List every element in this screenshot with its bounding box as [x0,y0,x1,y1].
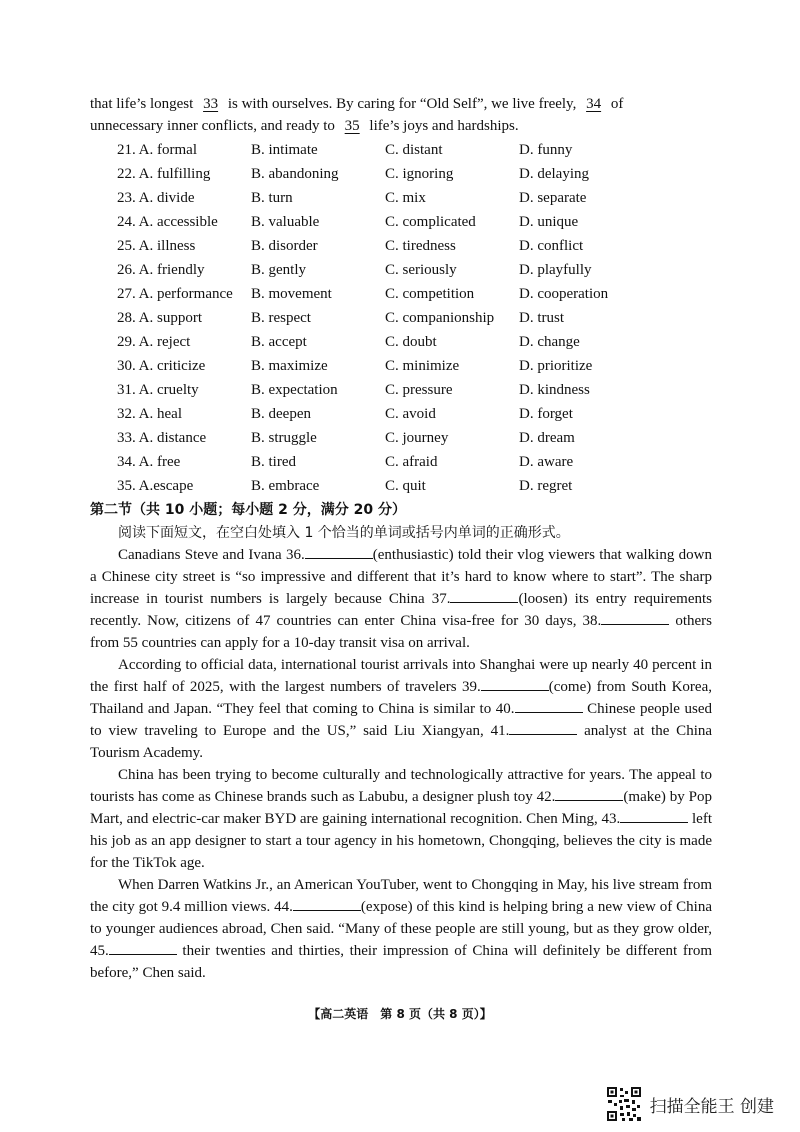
option-b: B. struggle [251,430,317,446]
intro-text: unnecessary inner conflicts, and ready to [90,118,335,134]
blank-38[interactable] [601,610,669,625]
blank-43[interactable] [620,808,688,823]
option-row [117,142,717,166]
intro-text: that life’s longest [90,96,194,112]
option-d: D. separate [519,190,587,206]
option-row [117,166,717,190]
option-c: C. tiredness [385,238,456,254]
option-a: 23. A. divide [117,190,195,206]
option-d: D. regret [519,478,573,494]
option-c: C. seriously [385,262,457,278]
option-a: 28. A. support [117,310,203,326]
option-a: 22. A. fulfilling [117,166,211,182]
option-d: D. cooperation [519,286,609,302]
option-b: B. expectation [251,382,338,398]
option-b: B. intimate [251,142,318,158]
option-a: 31. A. cruelty [117,382,199,398]
option-b: B. disorder [251,238,318,254]
blank-36[interactable] [305,544,373,559]
option-d: D. delaying [519,166,589,182]
option-c: C. quit [385,478,426,494]
option-c: C. minimize [385,358,460,374]
option-d: D. trust [519,310,564,326]
blank-37[interactable] [450,588,518,603]
blank-40[interactable] [515,698,583,713]
option-c: C. doubt [385,334,437,350]
section-heading: 第二节（共 10 小题；每小题 2 分，满分 20 分） [90,502,406,518]
option-a: 30. A. criticize [117,358,206,374]
option-row [117,430,717,454]
option-b: B. maximize [251,358,328,374]
option-b: B. gently [251,262,306,278]
intro-text: is with ourselves. By caring for “Old Self”, we live freely, [227,96,577,112]
passage-paragraph-2: According to official data, international tourist arrivals into Shanghai were up nearly 40 percent in the first half of 2025, with the largest numbers of travelers 39. (come) from South Korea, Thailand and Japan. “They feel that coming to China is similar to 40. Chinese people used to view traveling to Europe and the US,” said Liu Xiangyan, 41. analyst at the China Tourism Academy. [90,657,713,761]
option-b: B. respect [251,310,311,326]
option-d: D. unique [519,214,579,230]
option-c: C. companionship [385,310,495,326]
option-d: D. kindness [519,382,590,398]
option-d: D. conflict [519,238,584,254]
option-b: B. movement [251,286,332,302]
option-row [117,190,717,214]
passage-paragraph-4: When Darren Watkins Jr., an American YouTuber, went to Chongqing in May, his live stream from the city got 9.4 million views. 44. (expose) of this kind is helping bring a new view of China to younger audiences abroad, Chen said. “Many of these people are still young, but as they grow older, 45. their twenties and thirties, their impression of China will definitely be different from before,” Chen said. [90,877,713,981]
option-d: D. change [519,334,580,350]
blank-41[interactable] [509,720,577,735]
option-row [117,406,717,430]
option-c: C. distant [385,142,443,158]
section-instruction: 阅读下面短文，在空白处填入 1 个恰当的单词或括号内单词的正确形式。 [118,525,570,541]
option-a: 27. A. performance [117,286,233,302]
option-c: C. afraid [385,454,438,470]
scanner-watermark [606,1086,774,1122]
grammar-fill-passage [90,544,712,984]
option-row [117,358,717,382]
option-row [117,334,717,358]
option-d: D. dream [519,430,575,446]
page-footer: 【高二英语 第 8 页（共 8 页）】 [308,1007,492,1021]
intro-line-2 [90,118,519,134]
option-b: B. abandoning [251,166,339,182]
blank-44[interactable] [293,896,361,911]
option-a: 33. A. distance [117,430,207,446]
option-row [117,382,717,406]
option-b: B. valuable [251,214,320,230]
option-d: D. forget [519,406,573,422]
blank-35: 35 [344,118,360,134]
option-b: B. deepen [251,406,311,422]
watermark-text: 扫描全能王 创建 [649,1096,774,1117]
option-a: 35. A.escape [117,478,194,494]
option-row [117,286,717,310]
blank-33: 33 [203,96,219,112]
option-row [117,238,717,262]
option-c: C. avoid [385,406,436,422]
option-a: 25. A. illness [117,238,196,254]
option-a: 32. A. heal [117,406,182,422]
intro-text: of [610,96,624,112]
option-c: C. competition [385,286,475,302]
option-b: B. turn [251,190,293,206]
blank-39[interactable] [481,676,549,691]
option-a: 21. A. formal [117,142,197,158]
option-a: 24. A. accessible [117,214,218,230]
intro-line-1 [90,96,623,112]
option-c: C. mix [385,190,426,206]
option-row [117,310,717,334]
option-row [117,214,717,238]
option-b: B. embrace [251,478,320,494]
option-c: C. journey [385,430,449,446]
option-d: D. prioritize [519,358,593,374]
option-d: D. funny [519,142,573,158]
blank-42[interactable] [555,786,623,801]
cloze-passage-ending [90,93,712,137]
option-d: D. playfully [519,262,592,278]
option-d: D. aware [519,454,574,470]
option-row [117,454,717,478]
blank-45[interactable] [109,940,177,955]
option-a: 29. A. reject [117,334,191,350]
option-a: 34. A. free [117,454,181,470]
intro-text: life’s joys and hardships. [369,118,519,134]
option-row [117,262,717,286]
blank-34: 34 [586,96,602,112]
option-b: B. tired [251,454,296,470]
option-a: 26. A. friendly [117,262,205,278]
option-c: C. pressure [385,382,453,398]
qr-code-icon [606,1086,642,1122]
option-b: B. accept [251,334,307,350]
passage-paragraph-1: Canadians Steve and Ivana 36. (enthusiastic) told their vlog viewers that walking down a Chinese city street is “so impressive and different that it’s hard to know where to start”. The sharp increase in tourist numbers is largely because China 37. (loosen) its entry requirements recently. Now, citizens of 47 countries can enter China visa-free for 30 days, 38. others from 55 countries can apply for a 10-day transit visa on arrival. [90,544,712,654]
passage-paragraph-3: China has been trying to become culturally and technologically attractive for years. The appeal to tourists has come as Chinese brands such as Labubu, a designer plush toy 42. (make) by Pop Mart, and electric-car maker BYD are gaining international recognition. Chen Ming, 43. left his job as an app designer to start a tour agency in his hometown, Chongqing, believes the city is made for the TikTok age. [90,767,712,871]
option-c: C. ignoring [385,166,454,182]
option-c: C. complicated [385,214,476,230]
